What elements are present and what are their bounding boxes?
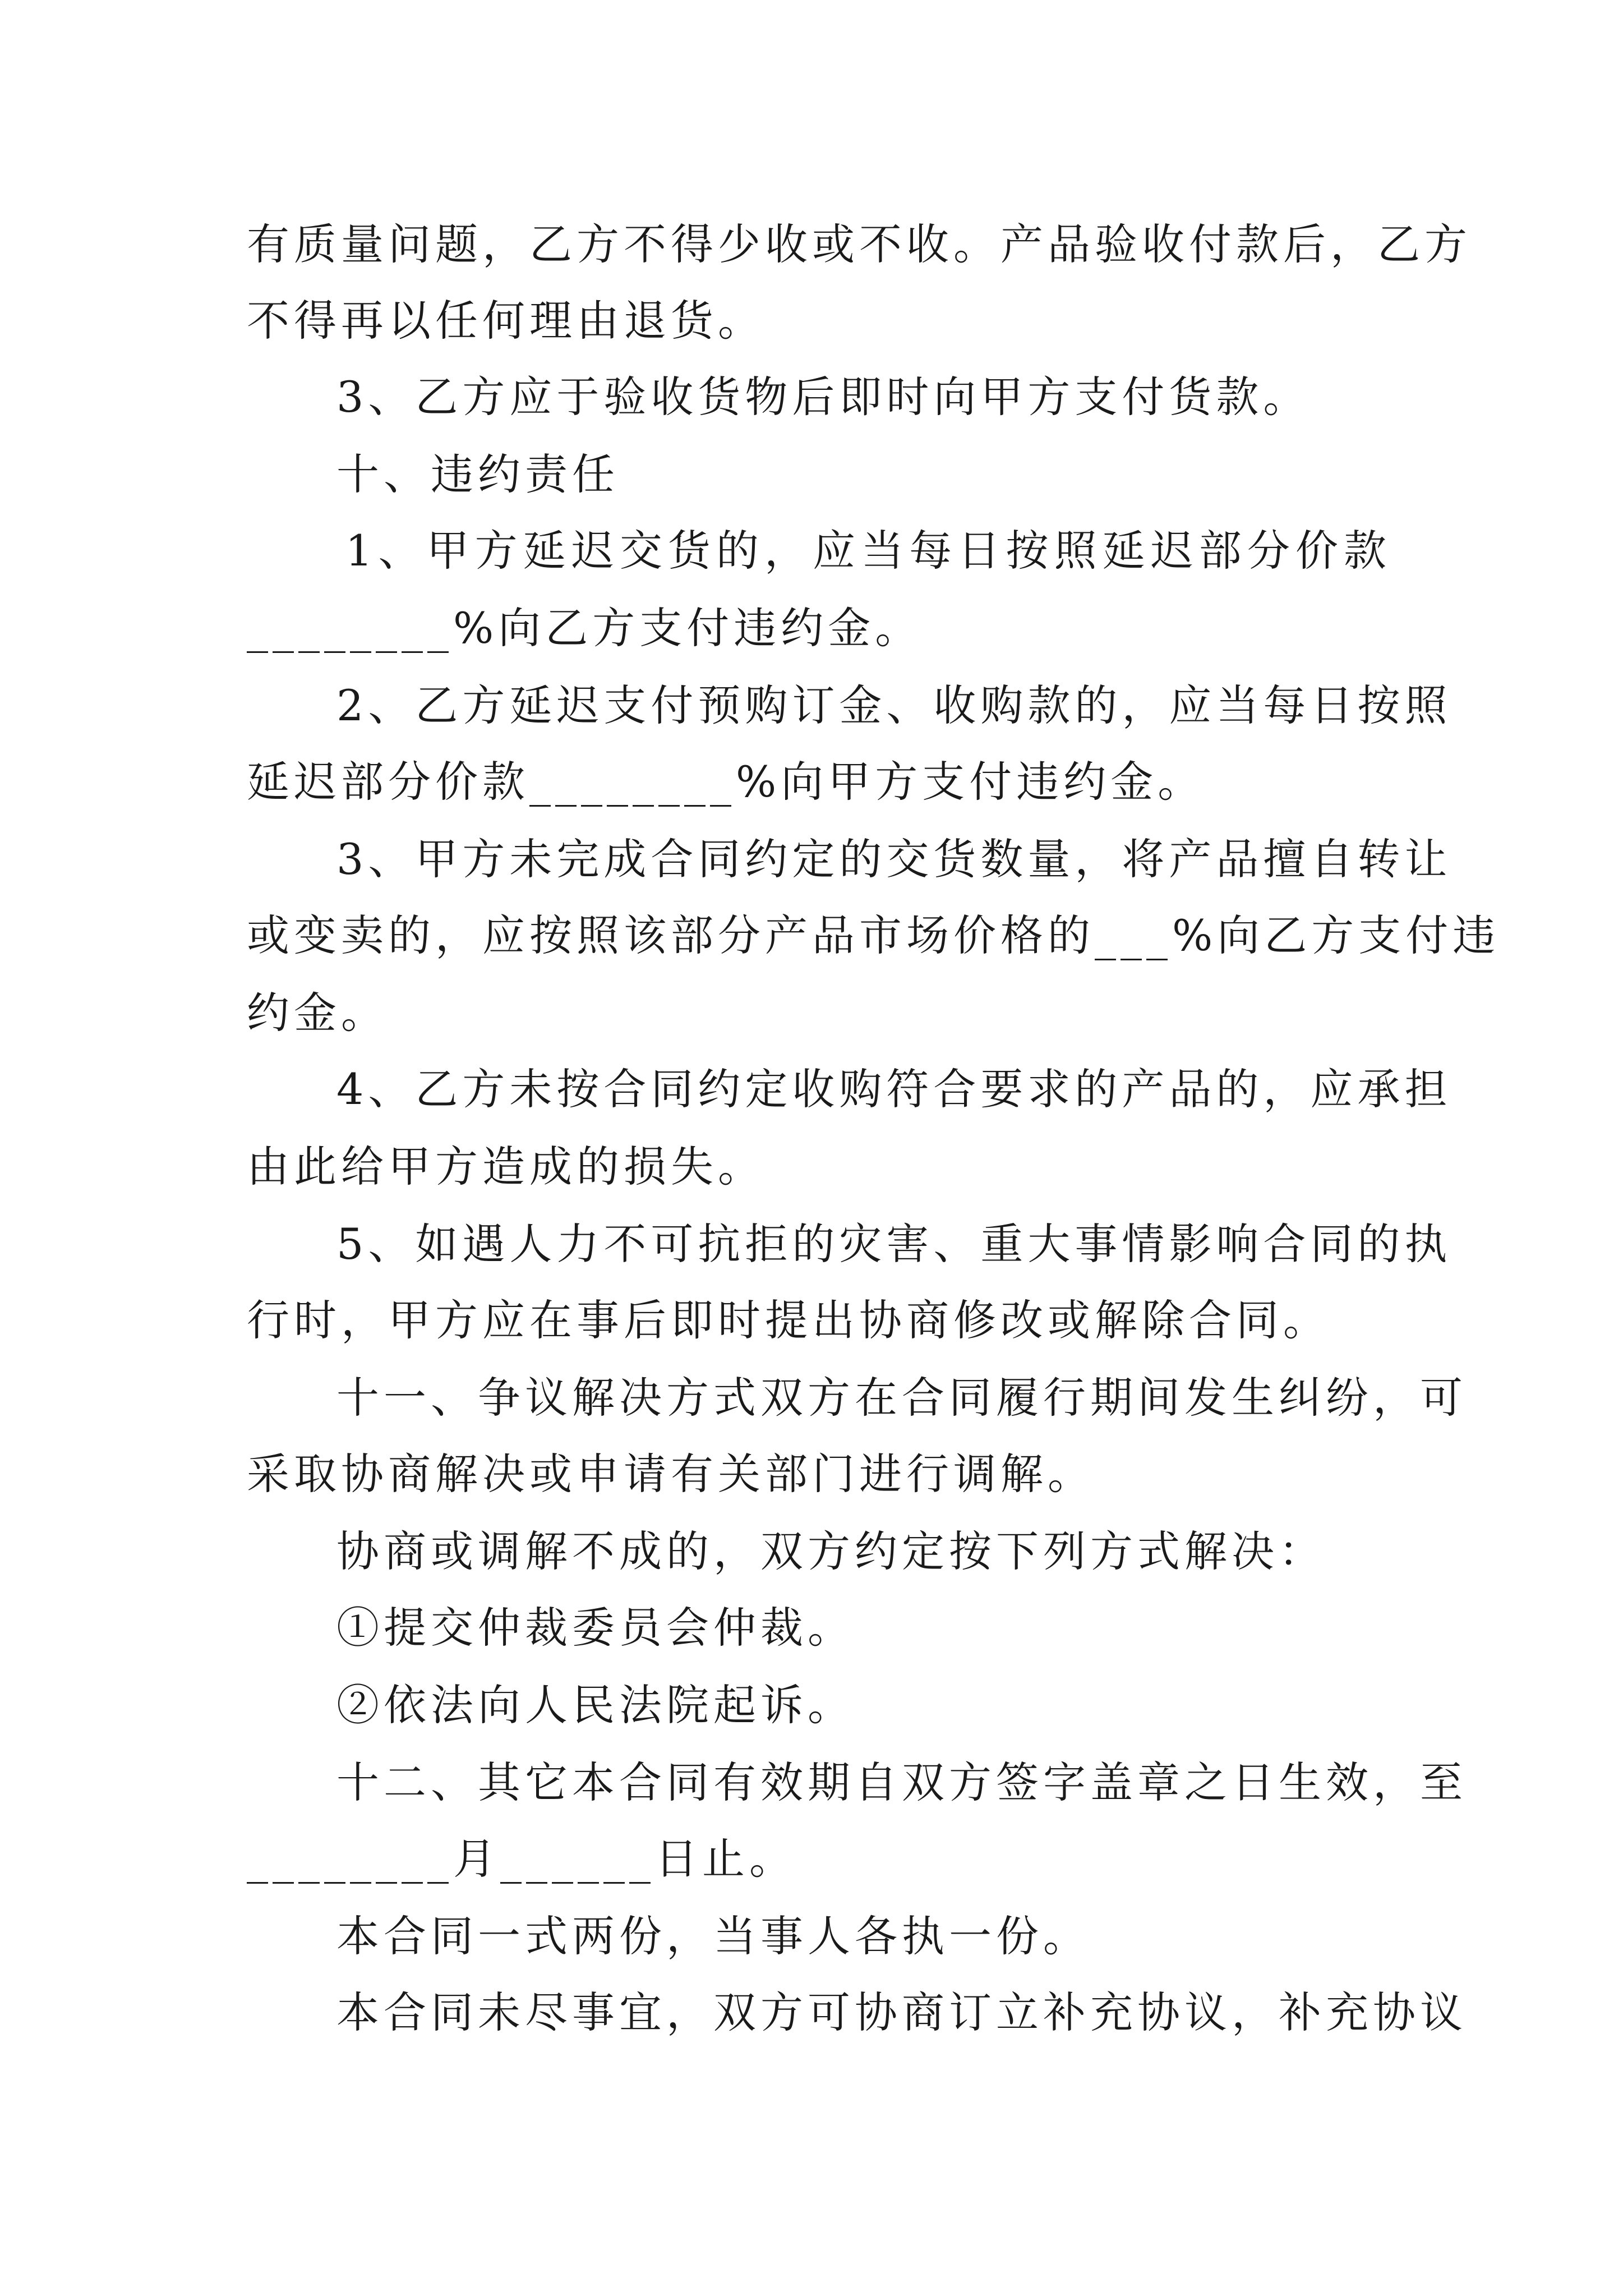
text-line: 2、乙方延迟支付预购订金、收购款的，应当每日按照 — [336, 680, 1452, 730]
text-line: 协商或调解不成的，双方约定按下列方式解决： — [336, 1526, 1326, 1576]
text-line: 4、乙方未按合同约定收购符合要求的产品的，应承担 — [336, 1064, 1452, 1114]
text-line: 本合同一式两份，当事人各执一份。 — [336, 1911, 1090, 1961]
text-line: 3、甲方未完成合同约定的交货数量，将产品擅自转让 — [336, 834, 1452, 884]
text-line: 有质量问题，乙方不得少收或不收。产品验收付款后，乙方 — [247, 219, 1472, 269]
text-line: ________月______日止。 — [247, 1834, 796, 1884]
list-item: ①提交仲裁委员会仲裁。 — [336, 1603, 855, 1653]
text-line: 延迟部分价款________%向甲方支付违约金。 — [247, 757, 1205, 807]
list-item: ②依法向人民法院起诉。 — [336, 1680, 855, 1730]
text-line: 3、乙方应于验收货物后即时向甲方支付货款。 — [336, 372, 1311, 422]
text-line: 采取协商解决或申请有关部门进行调解。 — [247, 1449, 1095, 1499]
text-line: 本合同未尽事宜，双方可协商订立补充协议，补充协议 — [336, 1987, 1467, 2037]
section-heading: 十一、争议解决方式双方在合同履行期间发生纠纷，可 — [336, 1373, 1467, 1423]
text-line: 5、如遇人力不可抗拒的灾害、重大事情影响合同的执 — [336, 1219, 1452, 1269]
section-heading: 十、违约责任 — [336, 449, 619, 499]
text-line: 行时，甲方应在事后即时提出协商修改或解除合同。 — [247, 1295, 1330, 1345]
text-line: 或变卖的，应按照该部分产品市场价格的___%向乙方支付违 — [247, 910, 1500, 960]
text-line: 由此给甲方造成的损失。 — [247, 1142, 765, 1191]
text-line: 1、甲方延迟交货的，应当每日按照延迟部分价款 — [345, 526, 1391, 576]
text-line: ________%向乙方支付违约金。 — [247, 603, 923, 653]
text-line: 约金。 — [247, 988, 388, 1038]
section-heading: 十二、其它本合同有效期自双方签字盖章之日生效，至 — [336, 1757, 1467, 1807]
text-line: 不得再以任何理由退货。 — [247, 296, 765, 346]
